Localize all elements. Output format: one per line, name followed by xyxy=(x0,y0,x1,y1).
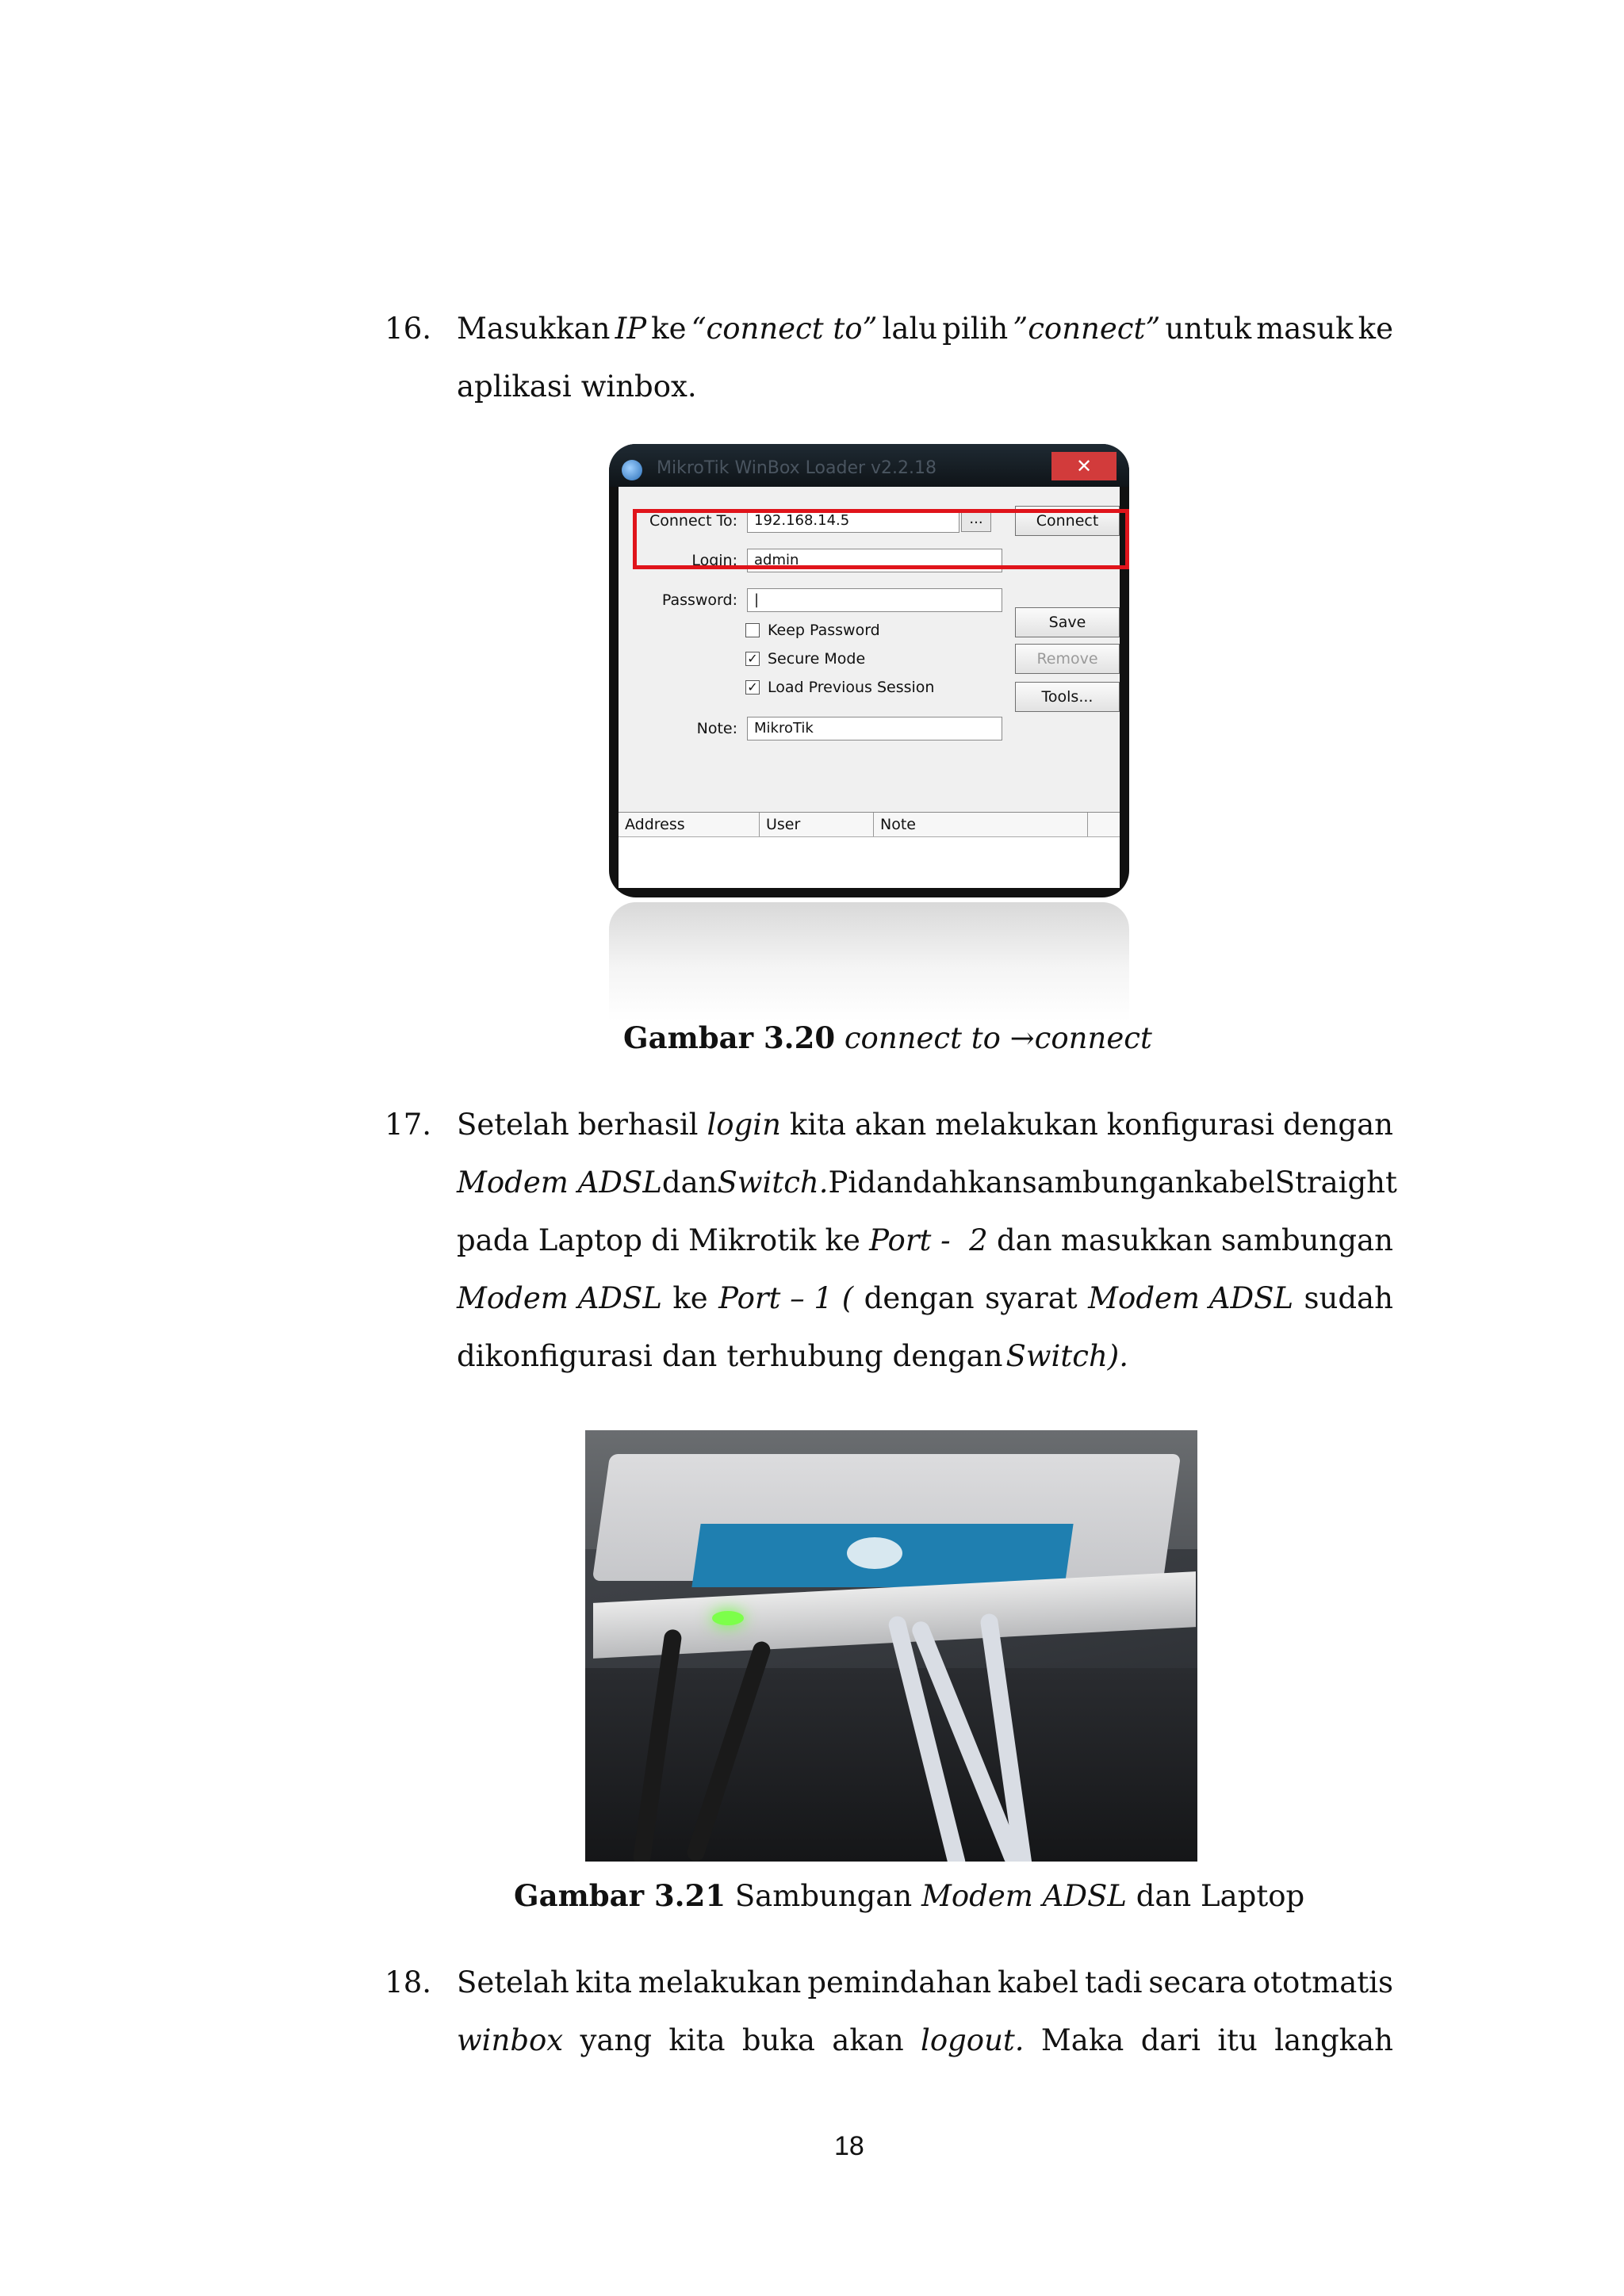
word: itu xyxy=(1217,2023,1258,2057)
word: untuk xyxy=(1165,312,1252,346)
load-previous-session-checkbox[interactable] xyxy=(745,679,934,696)
caption-text: dan Laptop xyxy=(1136,1879,1305,1913)
word: melakukan xyxy=(935,1108,1098,1142)
column-header-address[interactable]: Address xyxy=(619,813,760,836)
list-number: 17. xyxy=(385,1108,431,1142)
checkbox-unchecked-icon xyxy=(745,623,760,637)
password-label: Password: xyxy=(661,591,737,609)
word: sambungan xyxy=(1220,1223,1393,1257)
word: masuk xyxy=(1256,312,1354,346)
word: aplikasi xyxy=(457,369,572,404)
word: kabel xyxy=(1193,1165,1275,1200)
word: Masukkan xyxy=(457,312,611,346)
word: secara xyxy=(1148,1965,1247,1999)
connect-to-label: Connect To: xyxy=(649,512,737,530)
word: dikonfigurasi xyxy=(457,1339,653,1373)
word: ke xyxy=(651,312,687,346)
word: dengan xyxy=(864,1281,975,1315)
word: kita xyxy=(668,2023,726,2057)
caption-text: connect xyxy=(1034,1021,1152,1055)
word: langkah xyxy=(1274,2023,1393,2057)
figure-caption-3-21 xyxy=(514,1876,1304,1916)
word: masukkan xyxy=(1060,1223,1212,1257)
table-header xyxy=(619,812,1120,837)
word: dan xyxy=(661,1339,718,1373)
text-line xyxy=(406,2011,1393,2069)
connect-button[interactable]: Connect xyxy=(1015,506,1120,536)
word: Pidandahkan xyxy=(828,1165,1022,1200)
secure-mode-checkbox[interactable] xyxy=(745,650,865,668)
word: login xyxy=(707,1108,781,1142)
word: logout. xyxy=(921,2023,1025,2057)
note-input[interactable]: MikroTik xyxy=(747,717,1002,740)
word: lalu xyxy=(882,312,938,346)
word: Modem ADSL xyxy=(457,1165,662,1200)
word: pada xyxy=(457,1223,530,1257)
word: tadi xyxy=(1084,1965,1143,1999)
word: pilih xyxy=(942,312,1009,346)
word: Laptop xyxy=(538,1223,642,1257)
word: akan xyxy=(855,1108,927,1142)
checkmark-icon: ✓ xyxy=(745,652,760,666)
highlight-box xyxy=(633,509,1129,569)
modem-logo xyxy=(847,1537,902,1569)
window-titlebar xyxy=(609,444,1129,487)
word: “connect to” xyxy=(691,312,878,346)
text-line xyxy=(406,300,1393,358)
caption-text: Modem ADSL xyxy=(921,1879,1127,1913)
checkmark-icon: ✓ xyxy=(745,680,760,695)
image-reflection xyxy=(609,902,1129,1021)
keep-password-checkbox[interactable] xyxy=(745,622,880,639)
figure-label: Gambar 3.21 xyxy=(514,1878,726,1913)
word: dengan xyxy=(892,1339,1003,1373)
text-line xyxy=(406,1211,1393,1269)
word: Port – 1 ( xyxy=(718,1281,854,1315)
word: dan xyxy=(661,1165,718,1200)
tools-button[interactable]: Tools... xyxy=(1015,682,1120,712)
browse-button[interactable]: ... xyxy=(961,510,991,532)
list-item-16 xyxy=(385,300,1393,415)
word: IP xyxy=(615,312,647,346)
column-header-note[interactable]: Note xyxy=(874,813,1088,836)
word: Maka xyxy=(1040,2023,1124,2057)
word: winbox xyxy=(457,2023,564,2057)
text-line xyxy=(406,1154,1397,1211)
arrow-right-icon: → xyxy=(1009,1021,1035,1055)
checkbox-label: Keep Password xyxy=(768,622,880,639)
word: dan xyxy=(997,1223,1052,1257)
text-line xyxy=(406,1269,1393,1327)
table-surface xyxy=(585,1668,1197,1862)
word: ototmatis xyxy=(1252,1965,1393,1999)
word: sambungan xyxy=(1021,1165,1194,1200)
word: ”connect” xyxy=(1013,312,1161,346)
word: ke xyxy=(672,1281,708,1315)
word: Straight xyxy=(1274,1165,1397,1200)
word: yang xyxy=(580,2023,653,2057)
word: Mikrotik xyxy=(688,1223,817,1257)
word: kita xyxy=(575,1965,632,1999)
text-line xyxy=(406,358,1393,415)
list-item-17 xyxy=(385,1096,1397,1385)
text-line xyxy=(406,1954,1393,2011)
word: dari xyxy=(1140,2023,1201,2057)
word: Switch). xyxy=(1005,1339,1128,1373)
remove-button[interactable]: Remove xyxy=(1015,644,1120,674)
word: Modem ADSL xyxy=(1088,1281,1294,1315)
save-button[interactable]: Save xyxy=(1015,607,1120,637)
word: kabel xyxy=(998,1965,1078,1999)
login-input[interactable]: admin xyxy=(747,549,1002,572)
word: sudah xyxy=(1304,1281,1393,1315)
figure-label: Gambar 3.20 xyxy=(623,1020,836,1055)
password-input[interactable]: | xyxy=(747,588,1002,612)
figure-caption-3-20 xyxy=(623,1018,1152,1058)
winbox-screenshot xyxy=(609,444,1129,897)
word: berhasil xyxy=(577,1108,699,1142)
text-line xyxy=(406,1096,1393,1154)
word: ke xyxy=(825,1223,860,1257)
word: melakukan xyxy=(638,1965,802,1999)
word: Setelah xyxy=(457,1965,569,1999)
window-title: MikroTik WinBox Loader v2.2.18 xyxy=(657,458,937,478)
word: di xyxy=(651,1223,680,1257)
connect-to-input[interactable]: 192.168.14.5 xyxy=(747,509,959,533)
list-number: 18. xyxy=(385,1965,431,1999)
word: konfigurasi xyxy=(1106,1108,1275,1142)
word: buka xyxy=(741,2023,815,2057)
login-label: Login: xyxy=(691,552,737,569)
word: ke xyxy=(1358,312,1393,346)
sessions-table[interactable] xyxy=(619,837,1120,888)
modem-adsl-photo xyxy=(585,1430,1197,1862)
word: dengan xyxy=(1282,1108,1393,1142)
caption-text: connect to xyxy=(844,1021,1001,1055)
word: Switch. xyxy=(717,1165,829,1200)
checkbox-label: Load Previous Session xyxy=(768,679,935,696)
word: akan xyxy=(832,2023,904,2057)
page-number: 18 xyxy=(834,2131,864,2161)
led-indicator-icon xyxy=(712,1611,744,1625)
note-label: Note: xyxy=(696,720,737,737)
text-line xyxy=(406,1327,1393,1385)
word: pemindahan xyxy=(807,1965,992,1999)
list-number: 16. xyxy=(385,312,431,346)
word: Setelah xyxy=(457,1108,569,1142)
close-button[interactable]: ✕ xyxy=(1051,452,1116,480)
checkbox-label: Secure Mode xyxy=(768,650,866,668)
winbox-logo-icon xyxy=(622,460,642,480)
column-header-user[interactable]: User xyxy=(760,813,874,836)
word: syarat xyxy=(985,1281,1078,1315)
list-item-18 xyxy=(385,1954,1393,2069)
caption-text: Sambungan xyxy=(734,1879,913,1913)
word: kita xyxy=(789,1108,847,1142)
word: terhubung xyxy=(726,1339,883,1373)
word: Port - 2 xyxy=(869,1223,988,1257)
word: Modem ADSL xyxy=(457,1281,662,1315)
word: winbox. xyxy=(580,369,697,404)
